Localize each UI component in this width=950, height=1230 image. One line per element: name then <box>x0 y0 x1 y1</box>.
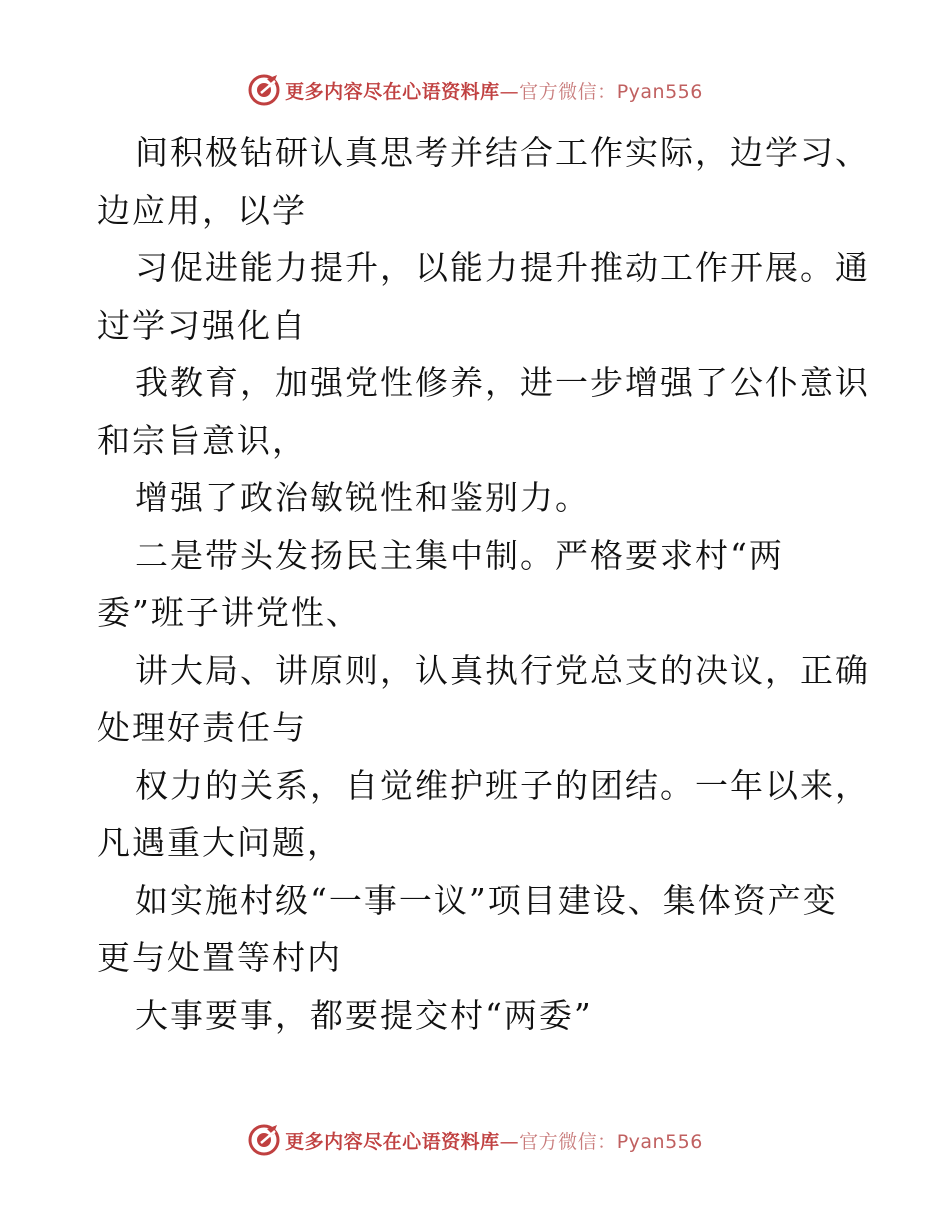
text-line: 讲大局、讲原则，认真执行党总支的决议，正确 <box>135 650 870 690</box>
banner-handle: Pyan556 <box>616 80 703 103</box>
header-banner <box>0 70 950 110</box>
text-line: 和宗旨意识， <box>97 420 307 460</box>
banner-handle: Pyan556 <box>616 1130 703 1153</box>
text-line: 处理好责任与 <box>97 708 307 747</box>
text-line: 如实施村级“一事一议”项目建设、集体资产变 <box>135 880 838 920</box>
text-line: 我教育，加强党性修养，进一步增强了公仆意识 <box>135 363 870 402</box>
text-line: 间积极钻研认真思考并结合工作实际，边学习、 <box>135 133 870 172</box>
banner-official-label: 官方微信： <box>519 80 617 103</box>
logo-icon <box>247 1123 281 1157</box>
text-line: 二是带头发扬民主集中制。严格要求村“两 <box>135 535 784 575</box>
text-line: 委”班子讲党性、 <box>97 593 361 632</box>
banner-separator: — <box>499 1130 520 1153</box>
banner-brand: 更多内容尽在心语资料库 <box>285 80 500 103</box>
text-line: 过学习强化自 <box>97 305 307 345</box>
text-line: 凡遇重大问题， <box>97 823 342 862</box>
text-line: 权力的关系，自觉维护班子的团结。一年以来， <box>135 765 870 805</box>
text-line: 习促进能力提升，以能力提升推动工作开展。通 <box>135 248 870 287</box>
banner-separator: — <box>499 80 520 103</box>
banner-text <box>285 77 703 104</box>
document-body <box>97 124 870 1044</box>
text-line: 更与处置等村内 <box>97 938 342 977</box>
text-line: 边应用，以学 <box>97 190 307 230</box>
banner-official-label: 官方微信： <box>519 1130 617 1153</box>
text-line: 大事要事，都要提交村“两委” <box>135 995 593 1035</box>
banner-text <box>285 1127 703 1154</box>
banner-brand: 更多内容尽在心语资料库 <box>285 1130 500 1153</box>
logo-icon <box>247 73 281 107</box>
text-line: 增强了政治敏锐性和鉴别力。 <box>135 478 590 517</box>
footer-banner <box>0 1120 950 1160</box>
